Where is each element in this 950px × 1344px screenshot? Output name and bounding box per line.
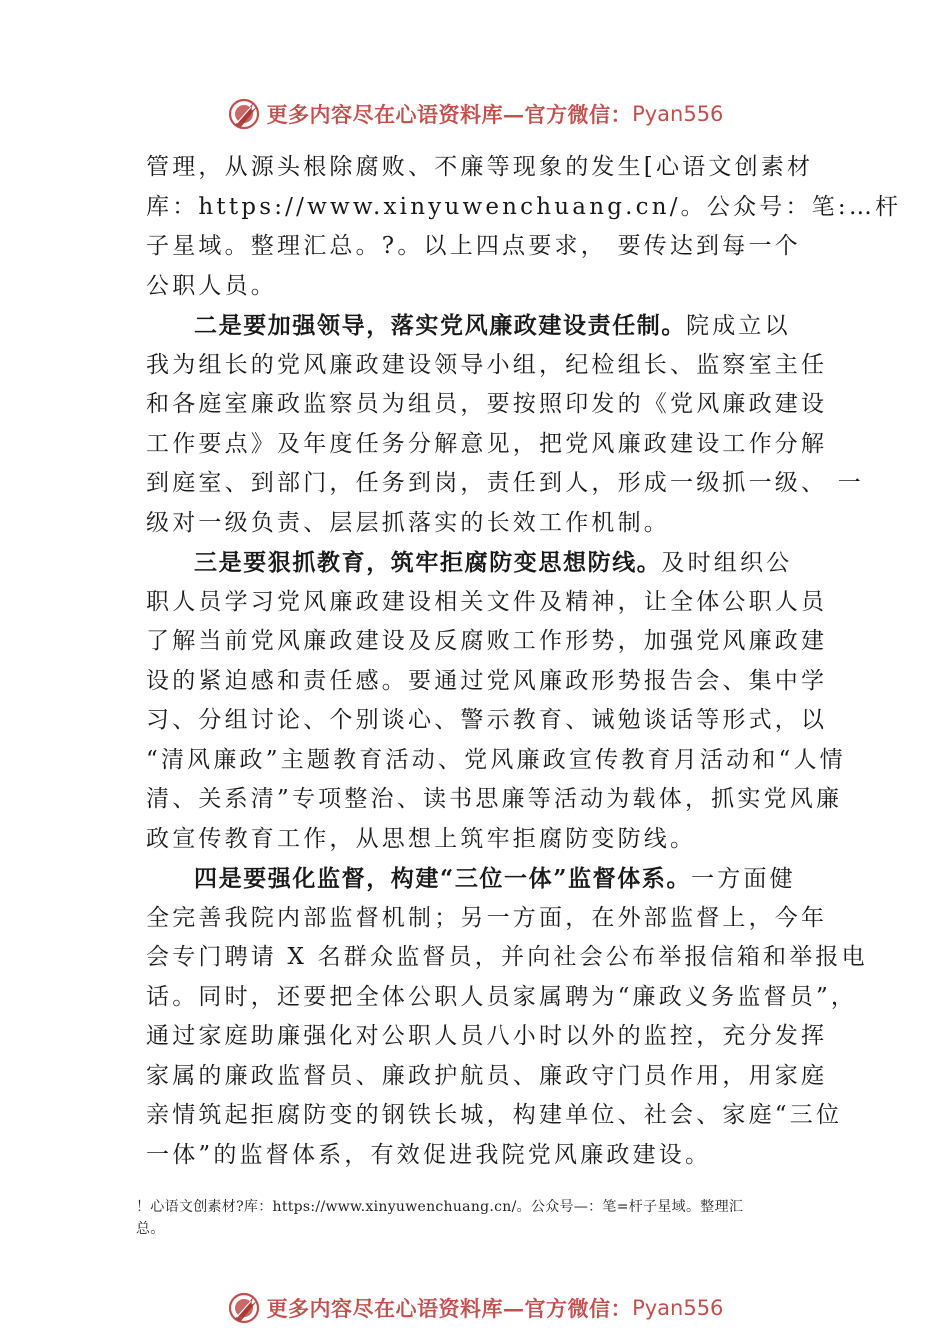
- text-line: 工作要点》及年度任务分解意见，把党风廉政建设工作分解: [146, 430, 828, 457]
- footnote-line: ！心语文创素材?库：https://www.xinyuwenchuang.cn/。公众号—：笔=杆子星域。整理汇: [136, 1199, 744, 1215]
- text-line: 管理，从源头根除腐败、不廉等现象的发生[心语文创素材: [146, 154, 814, 180]
- text-line: 库：https://www.xinyuwenchuang.cn/。公众号：笔:…杆: [146, 193, 902, 220]
- header-banner: [0, 92, 950, 136]
- paragraph-heading: 三是要狠抓教育，筑牢拒腐防变思想防线。: [194, 549, 662, 576]
- text-line: [146, 859, 830, 899]
- text-run: 及时组织公: [661, 550, 793, 576]
- text-line: 公职人员。: [146, 272, 277, 299]
- quill-logo-icon: [227, 1291, 261, 1325]
- text-line: 子星域。整理汇总。?。以上四点要求， 要传达到每一个: [146, 233, 801, 259]
- quill-logo-icon: [227, 97, 261, 131]
- banner-slogan: 更多内容尽在心语资料库—官方微信：: [266, 1296, 633, 1321]
- text-line: 政宣传教育工作，从思想上筑牢拒腐防变防线。: [146, 825, 697, 852]
- footnote: [136, 1196, 836, 1240]
- text-line: 一体”的监督体系，有效促进我院党风廉政建设。: [146, 1141, 712, 1168]
- text-line: 亲情筑起拒腐防变的钢铁长城，构建单位、社会、家庭“三位: [146, 1102, 843, 1128]
- text-line: 习、分组讨论、个别谈心、警示教育、诫勉谈话等形式，以: [146, 707, 828, 733]
- paragraph-3: [146, 543, 846, 859]
- text-line: 清、关系清”专项整治、读书思廉等活动为载体，抓实党风廉: [146, 786, 843, 812]
- footer-banner: [0, 1286, 950, 1330]
- paragraph-heading: 四是要强化监督，构建“三位一体”监督体系。: [194, 865, 692, 892]
- text-line: [146, 543, 830, 583]
- paragraph-2: [146, 306, 864, 543]
- banner-account: Pyan556: [632, 1296, 724, 1320]
- text-line: 通过家庭助廉强化对公职人员八小时以外的监控，充分发挥: [146, 1023, 828, 1049]
- text-line: 职人员学习党风廉政建设相关文件及精神，让全体公职人员: [146, 588, 828, 615]
- text-line: 我为组长的党风廉政建设领导小组，纪检组长、监察室主任: [146, 351, 828, 378]
- text-line: 了解当前党风廉政建设及反腐败工作形势，加强党风廉政建: [146, 628, 828, 654]
- text-line: 全完善我院内部监督机制；另一方面，在外部监督上，今年: [146, 904, 828, 931]
- text-line: 和各庭室廉政监察员为组员，要按照印发的《党风廉政建设: [146, 391, 828, 417]
- text-line: 设的紧迫感和责任感。要通过党风廉政形势报告会、集中学: [146, 667, 828, 694]
- paragraph-1: [146, 148, 902, 306]
- document-body: [146, 148, 902, 1175]
- paragraph-4: [146, 859, 868, 1175]
- banner-account: Pyan556: [632, 102, 724, 126]
- text-line: [146, 306, 830, 346]
- text-run: 院成立以: [686, 313, 791, 339]
- text-run: 一方面健: [691, 866, 796, 892]
- text-line: 级对一级负责、层层抓落实的长效工作机制。: [146, 509, 670, 536]
- paragraph-heading: 二是要加强领导，落实党风廉政建设责任制。: [194, 312, 686, 339]
- text-line: 到庭室、到部门，任务到岗，责任到人，形成一级抓一级、 一: [146, 470, 864, 496]
- text-line: 家属的廉政监督员、廉政护航员、廉政守门员作用，用家庭: [146, 1062, 828, 1089]
- footnote-line: 总。: [136, 1221, 165, 1237]
- banner-slogan: 更多内容尽在心语资料库—官方微信：: [266, 102, 633, 127]
- text-line: 话。同时，还要把全体公职人员家属聘为“廉政义务监督员”，: [146, 983, 858, 1010]
- text-line: “清风廉政”主题教育活动、党风廉政宣传教育月活动和“人情: [146, 746, 846, 773]
- text-line: 会专门聘请 X 名群众监督员，并向社会公布举报信箱和举报电: [146, 944, 868, 970]
